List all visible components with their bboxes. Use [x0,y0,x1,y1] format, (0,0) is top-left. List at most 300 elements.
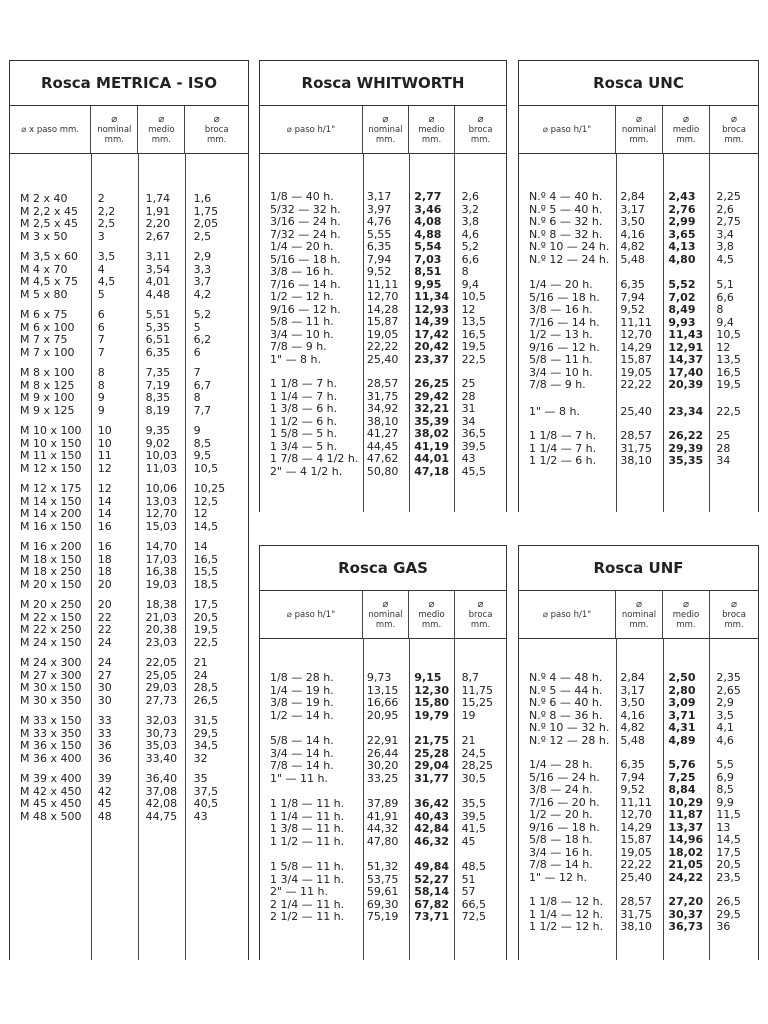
thread-size-cell: 1 1/4 — 7 h. [270,390,338,403]
column-header-text: mm. [375,135,396,145]
broca-cell: 48,5 [461,861,487,873]
broca-cell: 8,5 [193,437,212,450]
thread-size-cell: M 18 x 250 [20,566,82,578]
medio-cell: 5,52 [668,279,696,291]
table-row [10,599,248,612]
broca-cell: 2,6 [716,203,734,216]
thread-size-cell: M 45 x 450 [20,798,82,810]
thread-size-cell: 5/16 — 24 h. [529,771,600,784]
broca-cell: 4,5 [716,253,734,266]
broca-cell: 3,4 [716,228,734,241]
nominal-cell: 4,16 [620,709,645,722]
broca-cell: 10,25 [193,483,226,495]
nominal-cell: 5 [97,288,105,301]
table-row [519,859,758,872]
medio-cell: 49,84 [414,861,450,873]
broca-cell: 51 [461,873,476,886]
table-row [260,391,506,404]
broca-cell: 3,8 [461,216,480,228]
column-header-text: broca [722,610,746,620]
thread-size-cell: 5/8 — 18 h. [529,834,593,846]
row-group [10,251,248,301]
broca-cell: 20,5 [716,859,741,871]
broca-cell: 4,2 [193,288,212,301]
table-row [519,847,758,860]
table-row [10,541,248,554]
medio-cell: 8,19 [145,404,171,417]
broca-cell: 36 [716,921,731,933]
column-header-text: broca [468,610,493,620]
nominal-cell: 7,94 [620,771,645,784]
medio-cell: 16,38 [145,566,178,578]
table-row [260,266,506,279]
medio-cell: 26,22 [668,430,704,442]
table-row [260,316,506,329]
broca-cell: 4,6 [716,734,734,747]
medio-cell: 36,40 [145,773,178,785]
nominal-cell: 37,89 [366,798,399,810]
medio-cell: 20,38 [145,624,178,636]
table-row [10,289,248,302]
broca-cell: 57 [461,886,476,898]
nominal-cell: 15,87 [620,354,652,366]
nominal-cell: 9 [97,404,105,417]
row-group [519,191,758,266]
thread-size-cell: N.º 6 — 40 h. [529,697,603,709]
column-header [408,591,454,638]
broca-cell: 6,6 [461,253,480,266]
broca-cell: 39,5 [461,440,487,453]
medio-cell: 15,80 [414,697,450,709]
thread-size-cell: 2" — 11 h. [270,886,329,898]
column-header-text: mm. [421,135,442,145]
thread-size-cell: 7/8 — 9 h. [270,341,327,353]
thread-size-cell: M 7 x 75 [20,334,68,346]
table-row [10,508,248,521]
nominal-cell: 5,48 [620,253,645,266]
broca-cell: 16,5 [193,553,219,566]
table-row [10,309,248,322]
thread-size-cell: 1 7/8 — 4 1/2 h. [270,453,359,465]
table-row [260,773,506,786]
medio-cell: 12,30 [414,684,450,697]
column-header [662,591,709,638]
diameter-icon: ⌀ [683,114,690,125]
medio-cell: 3,09 [668,697,696,709]
medio-cell: 6,51 [145,334,171,346]
broca-cell: 9,5 [193,450,212,462]
table-row [10,521,248,534]
medio-cell: 10,06 [145,483,178,495]
medio-cell: 13,03 [145,495,178,508]
thread-size-cell: 3/4 — 10 h. [529,366,593,379]
table-row [10,251,248,264]
table-row [519,809,758,822]
column-header [362,591,408,638]
nominal-cell: 53,75 [366,873,399,886]
medio-cell: 3,71 [668,709,696,722]
table-row [260,760,506,773]
nominal-cell: 25,40 [620,405,652,418]
table-row [10,334,248,347]
thread-size-cell: 3/8 — 16 h. [270,266,334,278]
column-header-text: ⌀ paso h/1" [542,124,592,135]
row-group [260,735,506,785]
broca-cell: 29,5 [716,908,741,921]
nominal-cell: 3,5 [97,251,116,263]
medio-cell: 22,05 [145,657,178,669]
nominal-cell: 9,52 [620,304,645,316]
table-row [260,341,506,354]
nominal-cell: 20 [97,578,112,591]
table-row [10,773,248,786]
medio-cell: 3,46 [414,203,442,216]
thread-size-cell: M 3 x 50 [20,230,68,243]
medio-cell: 1,74 [145,193,171,205]
nominal-cell: 38,10 [620,921,652,933]
medio-cell: 29,03 [145,682,178,694]
broca-cell: 16,5 [716,366,741,379]
table-row [519,921,758,934]
broca-cell: 3,2 [461,203,480,216]
medio-cell: 67,82 [414,898,450,911]
panel-title: Rosca WHITWORTH [260,61,506,106]
nominal-cell: 14,28 [366,303,399,316]
medio-cell: 7,19 [145,379,171,392]
broca-cell: 12 [193,508,208,520]
nominal-cell: 18 [97,566,112,578]
table-row [10,496,248,509]
broca-cell: 13 [716,821,731,834]
column-header-row [519,591,758,639]
table-rows [260,672,506,924]
nominal-cell: 4,5 [97,276,116,288]
column-header-text: ⌀ paso h/1" [542,609,592,620]
medio-cell: 33,40 [145,752,178,765]
medio-cell: 20,39 [668,379,704,391]
thread-size-cell: M 36 x 150 [20,740,82,752]
column-header-row [260,106,506,154]
thread-size-cell: 7/16 — 14 h. [529,316,600,329]
medio-cell: 30,37 [668,908,704,921]
column-header-text: mm. [470,135,491,145]
broca-cell: 40,5 [193,798,219,810]
medio-cell: 1,91 [145,205,171,218]
broca-cell: 7 [193,367,201,379]
medio-cell: 11,34 [414,291,450,303]
medio-cell: 32,21 [414,403,450,415]
nominal-cell: 30 [97,682,112,694]
nominal-cell: 30,20 [366,760,399,772]
table-row [260,329,506,342]
table-row [260,453,506,466]
table-row [10,728,248,741]
broca-cell: 37,5 [193,785,219,798]
table-row [260,216,506,229]
table-row [519,872,758,885]
table-row [10,193,248,206]
nominal-cell: 3,50 [620,697,645,709]
table-row [260,229,506,242]
table-row [260,428,506,441]
medio-cell: 44,01 [414,453,450,465]
nominal-cell: 12,70 [620,329,652,341]
thread-size-cell: 3/16 — 24 h. [270,216,341,228]
nominal-cell: 22,22 [620,859,652,871]
broca-cell: 72,5 [461,911,487,923]
diameter-icon: ⌀ [731,599,738,610]
nominal-cell: 25,40 [620,871,652,884]
medio-cell: 40,43 [414,810,450,823]
broca-cell: 9,4 [716,316,734,329]
thread-size-cell: M 39 x 400 [20,773,82,785]
broca-cell: 21 [193,657,208,669]
table-row [10,206,248,219]
thread-size-cell: 7/32 — 24 h. [270,228,341,241]
medio-cell: 35,39 [414,415,450,428]
table-row [260,672,506,685]
medio-cell: 8,35 [145,392,171,404]
broca-cell: 11,75 [461,684,494,697]
row-group [260,191,506,366]
thread-size-cell: 1" — 8 h. [270,353,322,366]
table-row [260,861,506,874]
medio-cell: 2,43 [668,191,696,203]
nominal-cell: 12 [97,483,112,495]
nominal-cell: 4 [97,263,105,276]
thread-size-cell: 5/8 — 14 h. [270,735,334,747]
nominal-cell: 7 [97,346,105,359]
panel-title: Rosca UNF [519,546,758,591]
medio-cell: 2,50 [668,672,696,684]
nominal-cell: 26,44 [366,747,399,760]
nominal-cell: 20 [97,599,112,611]
table-row [519,735,758,748]
nominal-cell: 16 [97,520,112,533]
thread-size-cell: 1 1/4 — 12 h. [529,908,604,921]
medio-cell: 12,93 [414,303,450,316]
nominal-cell: 15,87 [366,316,399,328]
table-row [260,811,506,824]
broca-cell: 2,9 [716,697,734,709]
medio-cell: 29,39 [668,442,704,455]
broca-cell: 2,05 [193,218,219,230]
nominal-cell: 19,05 [366,328,399,341]
broca-cell: 26,5 [716,896,741,908]
thread-size-cell: 5/16 — 18 h. [270,253,341,266]
broca-cell: 10,5 [461,291,487,303]
medio-cell: 5,35 [145,321,171,334]
medio-cell: 52,27 [414,873,450,886]
broca-cell: 9,9 [716,796,734,809]
table-row [10,682,248,695]
medio-cell: 19,79 [414,709,450,722]
row-group [10,309,248,359]
thread-size-cell: 3/4 — 16 h. [529,846,593,859]
thread-size-cell: M 11 x 150 [20,450,82,462]
row-group [10,483,248,533]
medio-cell: 23,03 [145,636,178,649]
medio-cell: 36,42 [414,798,450,810]
thread-size-cell: M 22 x 150 [20,611,82,624]
nominal-cell: 12,70 [366,291,399,303]
table-row [10,425,248,438]
nominal-cell: 38,10 [366,415,399,428]
nominal-cell: 14 [97,508,112,520]
broca-cell: 16,5 [461,328,487,341]
medio-cell: 9,02 [145,437,171,450]
thread-size-cell: N.º 8 — 36 h. [529,709,603,722]
thread-size-cell: 1 3/4 — 5 h. [270,440,338,453]
thread-size-cell: M 22 x 250 [20,624,82,636]
thread-size-cell: M 16 x 200 [20,541,82,553]
diameter-icon: ⌀ [382,599,389,610]
table-row [10,612,248,625]
table-row [260,441,506,454]
nominal-cell: 44,32 [366,823,399,835]
medio-cell: 8,84 [668,784,696,796]
medio-cell: 6,35 [145,346,171,359]
row-group [10,599,248,649]
thread-size-cell: 1" — 8 h. [529,405,581,418]
broca-cell: 29,5 [193,727,219,740]
table-row [519,455,758,468]
broca-cell: 25 [461,378,476,390]
broca-cell: 9 [193,425,201,437]
table-rows [10,193,248,823]
column-header [184,106,248,153]
medio-cell: 29,04 [414,760,450,772]
thread-size-cell: M 36 x 400 [20,752,82,765]
nominal-cell: 3 [97,230,105,243]
table-row [10,753,248,766]
nominal-cell: 3,17 [620,203,645,216]
nominal-cell: 14,29 [620,821,652,834]
nominal-cell: 2,5 [97,218,116,230]
column-header-text: nominal [368,610,403,620]
panel-metrica [9,60,249,960]
table-row [519,443,758,456]
broca-cell: 26,5 [193,694,219,707]
broca-cell: 31 [461,403,476,415]
table-row [260,886,506,899]
medio-cell: 9,95 [414,278,442,291]
broca-cell: 5,1 [716,279,734,291]
medio-cell: 11,87 [668,809,704,821]
table-row [519,191,758,204]
nominal-cell: 27 [97,669,112,682]
broca-cell: 25 [716,430,731,442]
column-header-text: mm. [724,620,744,630]
row-group [10,367,248,417]
panel-title: Rosca METRICA - ISO [10,61,248,106]
medio-cell: 4,48 [145,288,171,301]
table-row [260,748,506,761]
table-row [519,722,758,735]
broca-cell: 8,7 [461,672,480,684]
nominal-cell: 31,75 [366,390,399,403]
thread-size-cell: M 20 x 150 [20,578,82,591]
medio-cell: 36,73 [668,921,704,933]
table-row [10,392,248,405]
thread-size-cell: M 24 x 150 [20,636,82,649]
column-header [519,106,615,153]
broca-cell: 41,5 [461,823,487,835]
nominal-cell: 16 [97,541,112,553]
column-header-text: nominal [621,125,657,135]
nominal-cell: 3,17 [366,191,392,203]
nominal-cell: 42 [97,785,112,798]
broca-cell: 28,5 [193,682,219,694]
column-header [615,591,662,638]
nominal-cell: 8 [97,379,105,392]
medio-cell: 26,25 [414,378,450,390]
broca-cell: 8 [716,304,724,316]
nominal-cell: 7,94 [366,253,392,266]
diameter-icon: ⌀ [635,114,642,125]
table-row [519,241,758,254]
table-row [260,204,506,217]
row-group [10,425,248,475]
column-header [90,106,137,153]
thread-size-cell: 1" — 11 h. [270,772,329,785]
table-row [10,715,248,728]
diameter-icon: ⌀ [635,599,642,610]
column-header-text: mm. [375,620,396,630]
column-header [260,106,362,153]
column-header-text: nominal [97,125,132,135]
broca-cell: 11,5 [716,809,741,821]
thread-size-cell: 1 3/8 — 11 h. [270,823,345,835]
medio-cell: 10,03 [145,450,178,462]
table-row [10,695,248,708]
diameter-icon: ⌀ [683,599,690,610]
thread-size-cell: 1 1/2 — 12 h. [529,921,604,933]
row-group [260,798,506,848]
medio-cell: 21,03 [145,611,178,624]
thread-size-cell: M 48 x 500 [20,810,82,823]
column-header [260,591,362,638]
thread-size-cell: 7/16 — 20 h. [529,796,600,809]
thread-size-cell: 1 1/8 — 12 h. [529,896,604,908]
thread-size-cell: 1 1/8 — 7 h. [270,378,338,390]
broca-cell: 4,1 [716,722,734,734]
broca-cell: 66,5 [461,898,487,911]
medio-cell: 42,84 [414,823,450,835]
medio-cell: 4,88 [414,228,442,241]
thread-size-cell: M 10 x 150 [20,437,82,450]
nominal-cell: 22 [97,624,112,636]
broca-cell: 2,6 [461,191,480,203]
nominal-cell: 69,30 [366,898,399,911]
nominal-cell: 6,35 [620,759,645,771]
column-header-row [519,106,758,154]
row-group [260,378,506,478]
thread-size-cell: M 30 x 150 [20,682,82,694]
broca-cell: 2,25 [716,191,741,203]
table-rows [519,672,758,934]
thread-size-cell: M 33 x 350 [20,727,82,740]
thread-size-cell: 1/2 — 12 h. [270,291,334,303]
broca-cell: 17,5 [193,599,219,611]
nominal-cell: 51,32 [366,861,399,873]
medio-cell: 24,22 [668,871,704,884]
nominal-cell: 48 [97,810,112,823]
nominal-cell: 38,10 [620,455,652,467]
broca-cell: 28 [716,442,731,455]
broca-cell: 15,5 [193,566,219,578]
medio-cell: 15,03 [145,520,178,533]
